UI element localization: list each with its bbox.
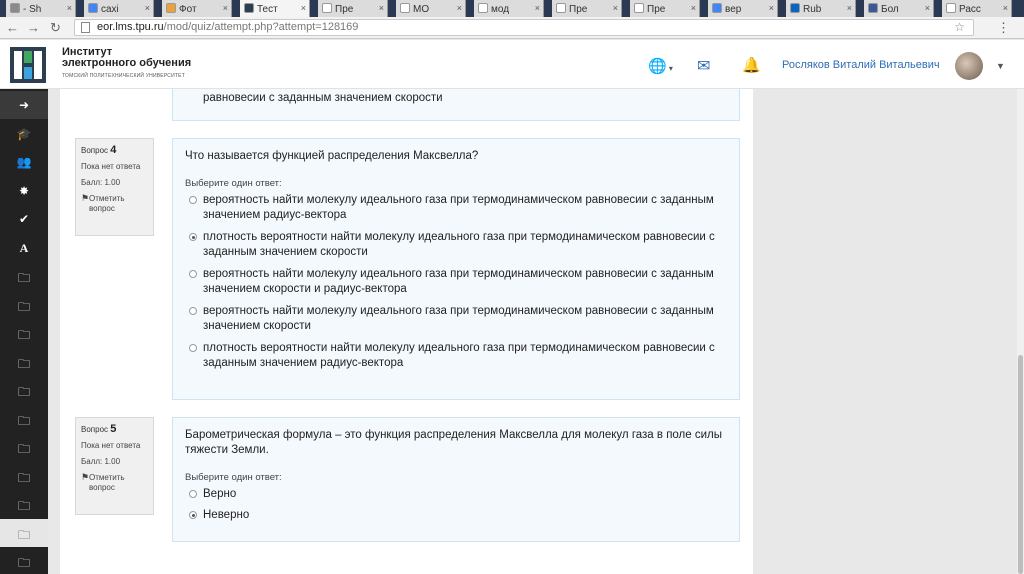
- tab-close-icon[interactable]: ×: [846, 3, 852, 13]
- language-globe-icon[interactable]: 🌐 ▾: [648, 58, 673, 75]
- folder-icon: 🗀: [17, 271, 30, 285]
- tab-close-icon[interactable]: ×: [456, 3, 462, 13]
- tab-label: Пре: [335, 4, 354, 15]
- sidebar-item[interactable]: [0, 490, 48, 518]
- radio-button[interactable]: [189, 233, 197, 241]
- radio-button[interactable]: [189, 307, 197, 315]
- tab-close-icon[interactable]: ×: [378, 3, 384, 13]
- tab-favicon-icon: [400, 3, 410, 13]
- tab-favicon-icon: [946, 3, 956, 13]
- sidebar-item[interactable]: [0, 348, 48, 376]
- answer-option[interactable]: [185, 508, 727, 523]
- question-box-4: [172, 138, 740, 400]
- browser-tab[interactable]: [240, 0, 310, 17]
- tab-favicon-icon: [790, 3, 800, 13]
- answer-option[interactable]: [185, 487, 727, 502]
- question-status: Пока нет ответа: [81, 441, 141, 450]
- sidebar-item[interactable]: [0, 177, 48, 205]
- sidebar-item[interactable]: [0, 91, 48, 119]
- question-box-5: [172, 417, 740, 542]
- radio-button[interactable]: [189, 511, 197, 519]
- sidebar-item[interactable]: [0, 433, 48, 461]
- user-name[interactable]: Росляков Виталий Витальевич: [782, 59, 940, 71]
- sidebar-item[interactable]: [0, 120, 48, 148]
- site-header: [0, 40, 1024, 89]
- url-host: eor.lms.tpu.ru: [97, 21, 164, 33]
- folder-icon: 🗀: [17, 356, 30, 371]
- tab-favicon-icon: [478, 3, 488, 13]
- tab-favicon-icon: [634, 3, 644, 13]
- tab-close-icon[interactable]: ×: [690, 3, 696, 13]
- arrow-right-icon: ➜: [18, 98, 30, 112]
- messages-envelope-icon[interactable]: ✉: [697, 58, 711, 75]
- radio-button[interactable]: [189, 196, 197, 204]
- tab-close-icon[interactable]: ×: [66, 3, 72, 13]
- university-subtitle: ТОМСКИЙ ПОЛИТЕХНИЧЕСКИЙ УНИВЕРСИТЕТ: [62, 73, 185, 79]
- sidebar-item[interactable]: [0, 462, 48, 490]
- flag-icon: ⚑: [81, 472, 90, 482]
- answer-option-text: плотность вероятности найти молекулу идеального газа при термодинамическом равновесии с заданным значением скорости: [203, 231, 715, 258]
- folder-icon: 🗀: [17, 413, 30, 428]
- bookmark-star-icon[interactable]: ☆: [954, 20, 965, 34]
- question-number: Вопрос 5: [81, 423, 117, 435]
- tpu-logo[interactable]: [10, 47, 46, 83]
- sidebar-item[interactable]: [0, 291, 48, 319]
- sidebar-item[interactable]: [0, 519, 48, 547]
- browser-tab[interactable]: [942, 0, 1012, 17]
- folder-icon: 🗀: [17, 299, 30, 314]
- folder-icon: 🗀: [17, 527, 30, 542]
- answer-option[interactable]: [185, 193, 727, 223]
- tab-label: МО: [413, 4, 430, 15]
- tab-close-icon[interactable]: ×: [1002, 3, 1008, 13]
- browser-tab[interactable]: [162, 0, 232, 17]
- folder-icon: 🗀: [17, 442, 30, 456]
- tab-close-icon[interactable]: ×: [222, 3, 228, 13]
- previous-option-text: равновесии с заданным значением скорости: [203, 92, 443, 104]
- question-text: Что называется функцией распределения Максвелла?: [185, 150, 479, 162]
- quiz-main: [60, 89, 753, 574]
- browser-tab[interactable]: [6, 0, 76, 17]
- flag-question-button[interactable]: [81, 194, 148, 214]
- sidebar-item[interactable]: [0, 148, 48, 176]
- user-menu-caret-icon[interactable]: ▼: [996, 61, 1005, 71]
- question-info-5: [75, 417, 154, 515]
- browser-tab[interactable]: [786, 0, 856, 17]
- answer-option-text: Неверно: [203, 509, 250, 521]
- sidebar-item[interactable]: [0, 205, 48, 233]
- answer-option-text: вероятность найти молекулу идеального газа при термодинамическом равновесии с заданным значением скорости и радиус-вектора: [203, 268, 714, 295]
- browser-menu-icon[interactable]: ⋮: [997, 20, 1010, 35]
- browser-tab[interactable]: [396, 0, 466, 17]
- answer-option-text: вероятность найти молекулу идеального газа при термодинамическом равновесии с заданным значением радиус-вектора: [203, 194, 714, 221]
- question-grade: Балл: 1.00: [81, 178, 121, 187]
- tab-favicon-icon: [88, 3, 98, 13]
- tab-close-icon[interactable]: ×: [300, 3, 306, 13]
- institute-title: [62, 47, 191, 69]
- tab-close-icon[interactable]: ×: [612, 3, 618, 13]
- tab-label: Пре: [569, 4, 588, 15]
- folder-icon: 🗀: [17, 385, 30, 399]
- tab-favicon-icon: [10, 3, 20, 13]
- answer-option-text: плотность вероятности найти молекулу идеального газа при термодинамическом равновесии с заданным значением радиус-вектора: [203, 342, 715, 369]
- answer-option[interactable]: [185, 304, 727, 334]
- tab-favicon-icon: [556, 3, 566, 13]
- sidebar-item[interactable]: [0, 405, 48, 433]
- answer-prompt: Выберите один ответ:: [185, 178, 282, 189]
- tab-label: Фот: [179, 4, 197, 15]
- tab-close-icon[interactable]: ×: [768, 3, 774, 13]
- tab-label: Пре: [647, 4, 666, 15]
- sidebar-item[interactable]: [0, 262, 48, 290]
- avatar[interactable]: [955, 52, 983, 80]
- address-bar: [0, 17, 1024, 39]
- browser-tab[interactable]: [630, 0, 700, 17]
- tab-label: Тест: [257, 4, 278, 15]
- sidebar-item[interactable]: [0, 319, 48, 347]
- tab-close-icon[interactable]: ×: [144, 3, 150, 13]
- tab-label: Rub: [803, 4, 822, 15]
- tab-label: caxi: [101, 4, 119, 15]
- browser-tab[interactable]: [552, 0, 622, 17]
- graduation-cap-icon: 🎓: [16, 126, 32, 141]
- tab-label: мод: [491, 4, 510, 15]
- answer-option[interactable]: [185, 230, 727, 260]
- forward-arrow-icon[interactable]: →: [27, 20, 40, 35]
- institute-title-line1: Институт: [62, 46, 113, 58]
- flag-icon: ⚑: [81, 193, 90, 203]
- folder-icon: 🗀: [17, 556, 30, 570]
- answer-option[interactable]: [185, 341, 727, 371]
- question-info-4: [75, 138, 154, 236]
- answer-option[interactable]: [185, 267, 727, 297]
- check-circle-icon: ✔: [18, 212, 30, 226]
- folder-icon: 🗀: [17, 470, 30, 485]
- right-gutter: [753, 89, 1017, 574]
- tab-label: Бол: [881, 4, 899, 15]
- users-icon: 👥: [16, 155, 32, 169]
- badge-icon: ✸: [18, 183, 30, 198]
- flag-label: Отметить вопрос: [89, 194, 125, 213]
- question-status: Пока нет ответа: [81, 162, 141, 171]
- scrollbar-thumb[interactable]: [1018, 355, 1023, 574]
- tab-favicon-icon: [322, 3, 332, 13]
- nav-drawer-iconbar: [0, 89, 48, 574]
- tab-close-icon[interactable]: ×: [924, 3, 930, 13]
- tab-label: Расс: [959, 4, 981, 15]
- browser-tab-strip: [0, 0, 1024, 17]
- tab-close-icon[interactable]: ×: [534, 3, 540, 13]
- font-icon: A: [19, 240, 29, 255]
- question-grade: Балл: 1.00: [81, 457, 121, 466]
- radio-button[interactable]: [189, 270, 197, 278]
- answer-option-text: Верно: [203, 488, 237, 500]
- institute-title-line2: электронного обучения: [62, 57, 192, 69]
- radio-button[interactable]: [189, 490, 197, 498]
- folder-icon: 🗀: [17, 499, 30, 513]
- sidebar-item[interactable]: [0, 234, 48, 262]
- notifications-bell-icon[interactable]: 🔔: [742, 57, 761, 74]
- answer-option-text: вероятность найти молекулу идеального газа при термодинамическом равновесии с заданным значением скорости: [203, 305, 714, 332]
- tab-favicon-icon: [166, 3, 176, 13]
- tab-favicon-icon: [244, 3, 254, 13]
- browser-tab[interactable]: [318, 0, 388, 17]
- tab-favicon-icon: [868, 3, 878, 13]
- back-arrow-icon[interactable]: ←: [6, 20, 19, 35]
- previous-question-tail: [172, 89, 740, 121]
- browser-tab[interactable]: [474, 0, 544, 17]
- url-input[interactable]: [74, 19, 974, 36]
- flag-question-button[interactable]: [81, 473, 148, 493]
- url-path: /mod/quiz/attempt.php?attempt=128169: [163, 21, 359, 33]
- tab-label: - Sh: [23, 4, 42, 15]
- reload-icon[interactable]: ↻: [50, 20, 61, 35]
- browser-tab[interactable]: [864, 0, 934, 17]
- page-icon: [81, 22, 90, 33]
- flag-label: Отметить вопрос: [89, 473, 125, 492]
- tab-favicon-icon: [712, 3, 722, 13]
- question-text: Барометрическая формула – это функция распределения Максвелла для молекул газа в поле силы тяжести Земли.: [185, 429, 723, 456]
- browser-tab[interactable]: [708, 0, 778, 17]
- browser-tab[interactable]: [84, 0, 154, 17]
- sidebar-item[interactable]: [0, 376, 48, 404]
- answer-prompt: Выберите один ответ:: [185, 472, 282, 483]
- radio-button[interactable]: [189, 344, 197, 352]
- question-number: Вопрос 4: [81, 144, 117, 156]
- sidebar-item[interactable]: [0, 547, 48, 574]
- folder-icon: 🗀: [17, 328, 30, 342]
- tab-label: вер: [725, 4, 742, 15]
